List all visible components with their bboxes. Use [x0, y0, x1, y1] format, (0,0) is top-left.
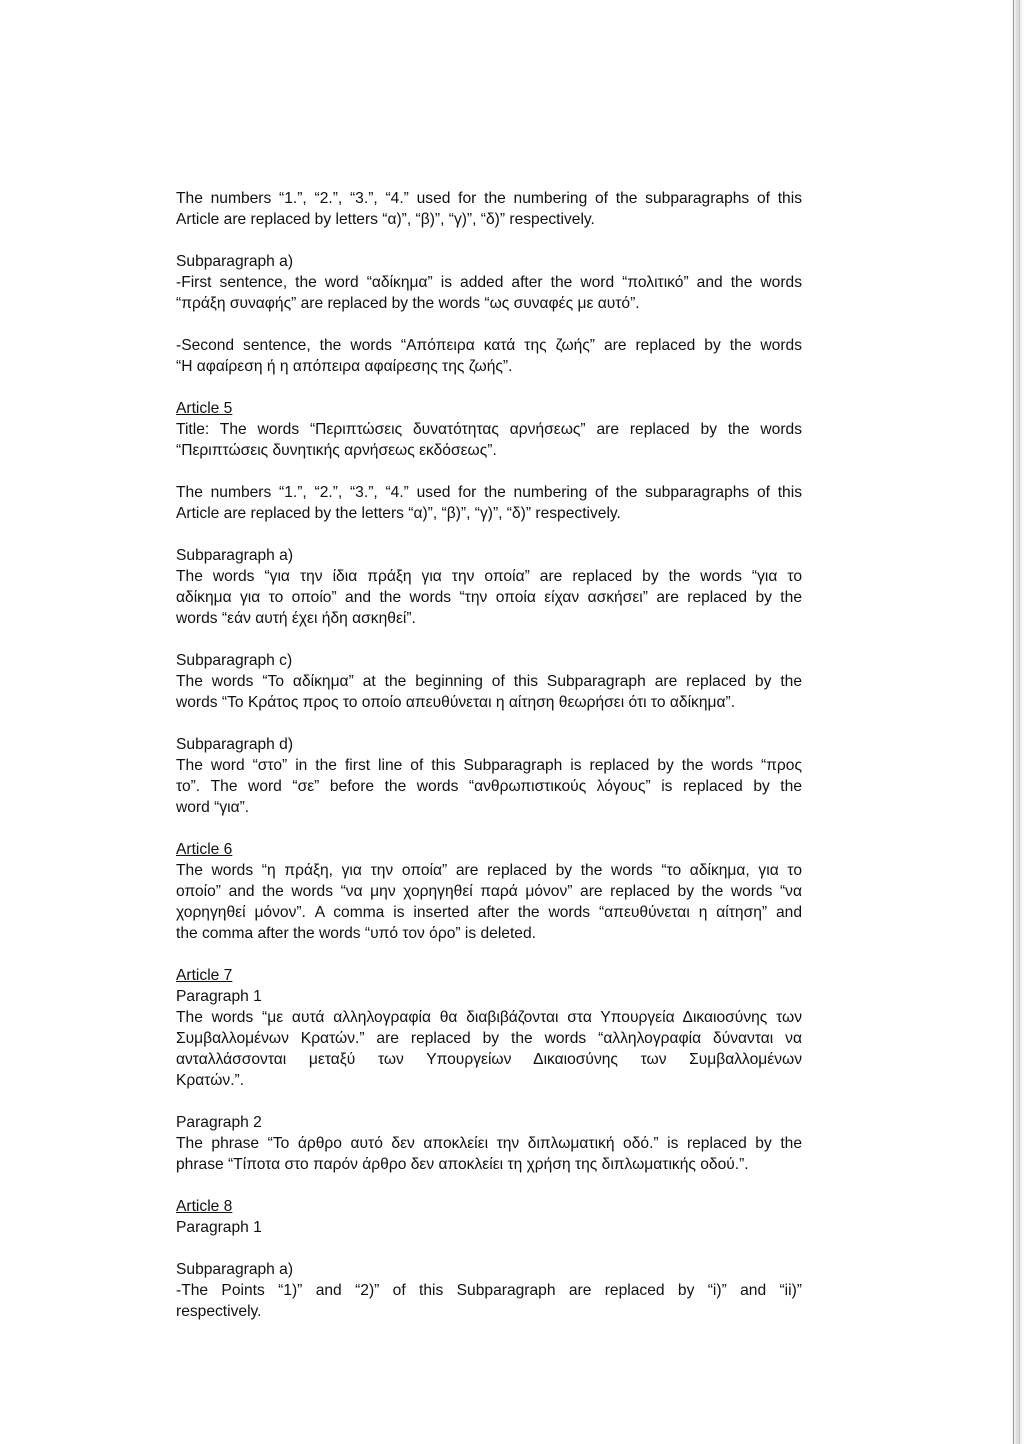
- text-block: [176, 1196, 802, 1238]
- text-line: Article are replaced by letters “α)”, “β)”, “γ)”, “δ)” respectively.: [176, 211, 595, 228]
- text-line: “πράξη συναφής” are replaced by the words “ως συναφές με αυτό”.: [176, 295, 640, 312]
- text-line: the comma after the words “υπό τον όρο” is deleted.: [176, 925, 536, 942]
- text-line: -Second sentence, the words “Απόπειρα κατά της ζωής” are replaced by the words: [176, 337, 802, 354]
- text-line: Paragraph 1: [176, 1219, 262, 1236]
- text-block: [176, 335, 802, 377]
- text-line: αδίκημα για το οποίο” and the words “την οποία είχαν ασκήσει” are replaced by the: [176, 589, 802, 606]
- text-line: phrase “Τίποτα στο παρόν άρθρο δεν αποκλείει τη χρήση της διπλωματικής οδού.”.: [176, 1156, 749, 1173]
- text-line: το”. The word “σε” before the words “ανθρωπιστικούς λόγους” is replaced by the: [176, 778, 802, 795]
- scan-line: [1013, 0, 1014, 1444]
- text-line: Συμβαλλομένων Κρατών.” are replaced by the words “αλληλογραφία δύνανται να: [176, 1030, 802, 1047]
- article-heading: Article 8: [176, 1198, 233, 1215]
- text-line: The words “με αυτά αλληλογραφία θα διαβιβάζονται στα Υπουργεία Δικαιοσύνης των: [176, 1009, 802, 1026]
- text-line: ανταλλάσσονται μεταξύ των Υπουργείων Δικαιοσύνης των Συμβαλλομένων: [176, 1051, 802, 1068]
- text-line: -The Points “1)” and “2)” of this Subparagraph are replaced by “i)” and “ii)”: [176, 1282, 802, 1299]
- text-line: The numbers “1.”, “2.”, “3.”, “4.” used for the numbering of the subparagraphs of this: [176, 190, 802, 207]
- article-heading: Article 5: [176, 400, 233, 417]
- text-line: οποίο” and the words “να μην χορηγηθεί παρά μόνον” are replaced by the words “να: [176, 883, 802, 900]
- text-block: [176, 734, 802, 818]
- text-line: Subparagraph a): [176, 1261, 294, 1278]
- text-line: words “Το Κράτος προς το οποίο απευθύνεται η αίτηση θεωρήσει ότι το αδίκημα”.: [176, 694, 736, 711]
- text-line: The word “στο” in the first line of this Subparagraph is replaced by the words “προς: [176, 757, 802, 774]
- text-line: The words “η πράξη, για την οποία” are replaced by the words “το αδίκημα, για το: [176, 862, 802, 879]
- text-block: [176, 398, 802, 461]
- text-line: Paragraph 2: [176, 1114, 262, 1131]
- text-line: word “για”.: [176, 799, 250, 816]
- text-line: Subparagraph a): [176, 253, 294, 270]
- text-line: χορηγηθεί μόνον”. A comma is inserted after the words “απευθύνεται η αίτηση” and: [176, 904, 802, 921]
- text-block: [176, 251, 802, 314]
- text-line: Subparagraph d): [176, 736, 294, 753]
- text-line: Κρατών.”.: [176, 1072, 245, 1089]
- text-block: [176, 482, 802, 524]
- text-line: respectively.: [176, 1303, 262, 1320]
- text-block: [176, 188, 802, 230]
- text-block: [176, 545, 802, 629]
- text-block: [176, 839, 802, 944]
- text-line: words “εάν αυτή έχει ήδη ασκηθεί”.: [176, 610, 416, 627]
- text-block: [176, 650, 802, 713]
- text-line: Subparagraph a): [176, 547, 294, 564]
- text-line: The words “Το αδίκημα” at the beginning of this Subparagraph are replaced by the: [176, 673, 802, 690]
- text-line: The words “για την ίδια πράξη για την οποία” are replaced by the words “για το: [176, 568, 802, 585]
- scan-line: [1019, 0, 1020, 1444]
- text-block: [176, 1259, 802, 1322]
- text-line: -First sentence, the word “αδίκημα” is added after the word “πολιτικό” and the words: [176, 274, 802, 291]
- text-line: Article are replaced by the letters “α)”, “β)”, “γ)”, “δ)” respectively.: [176, 505, 621, 522]
- article-heading: Article 7: [176, 967, 233, 984]
- text-line: “Η αφαίρεση ή η απόπειρα αφαίρεσης της ζωής”.: [176, 358, 513, 375]
- text-block: [176, 1112, 802, 1175]
- text-line: The numbers “1.”, “2.”, “3.”, “4.” used for the numbering of the subparagraphs of this: [176, 484, 802, 501]
- text-line: Title: The words “Περιπτώσεις δυνατότητας αρνήσεως” are replaced by the words: [176, 421, 802, 438]
- text-line: Subparagraph c): [176, 652, 293, 669]
- text-block: [176, 965, 802, 1091]
- article-heading: Article 6: [176, 841, 233, 858]
- document-body: [176, 188, 802, 1343]
- text-line: The phrase “Το άρθρο αυτό δεν αποκλείει την διπλωματική οδό.” is replaced by the: [176, 1135, 802, 1152]
- text-line: Paragraph 1: [176, 988, 262, 1005]
- text-line: “Περιπτώσεις δυνητικής αρνήσεως εκδόσεως”.: [176, 442, 497, 459]
